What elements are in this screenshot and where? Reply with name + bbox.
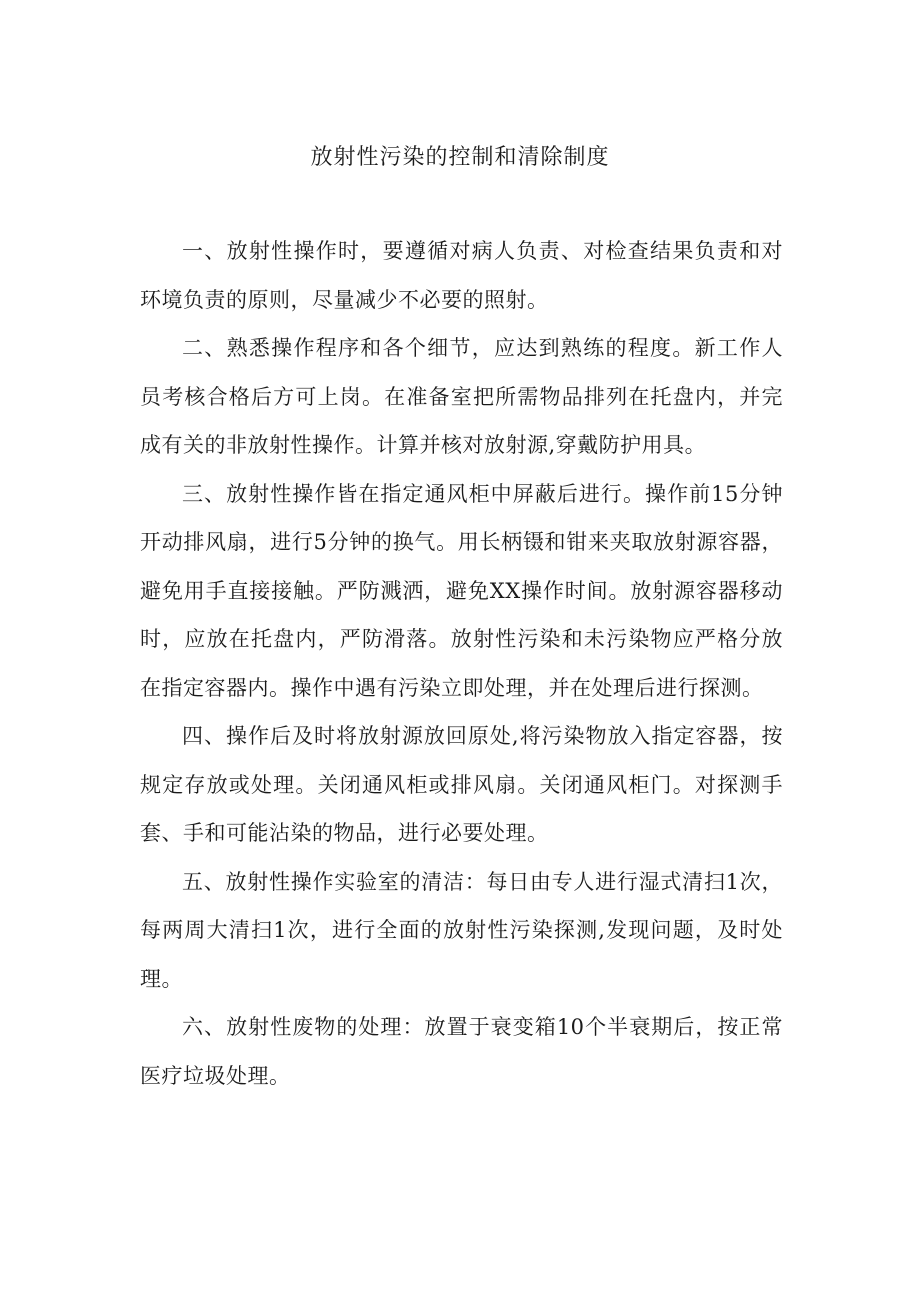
document-title: 放射性污染的控制和清除制度: [310, 145, 610, 170]
document-body: [140, 227, 783, 1100]
paragraph-5: 五、放射性操作实验室的清洁：每日由专人进行湿式清扫1次，每两周大清扫1次，进行全面的放射性污染探测,发现问题，及时处理。: [140, 869, 783, 991]
paragraph-4: 四、操作后及时将放射源放回原处,将污染物放入指定容器，按规定存放或处理。关闭通风柜或排风扇。关闭通风柜门。对探测手套、手和可能沾染的物品，进行必要处理。: [140, 724, 783, 845]
paragraph-1: 一、放射性操作时，要遵循对病人负责、对检查结果负责和对环境负责的原则，尽量减少不必要的照射。: [140, 239, 783, 312]
paragraph-2: 二、熟悉操作程序和各个细节，应达到熟练的程度。新工作人员考核合格后方可上岗。在准备室把所需物品排列在托盘内，并完成有关的非放射性操作。计算并核对放射源,穿戴防护用具。: [140, 336, 783, 457]
paragraph-3: 三、放射性操作皆在指定通风柜中屏蔽后进行。操作前15分钟开动排风扇，进行5分钟的换气。用长柄镊和钳来夹取放射源容器，避免用手直接接触。严防溅洒，避免XX操作时间。放射源容器移动时，应放在托盘内，严防滑落。放射性污染和未污染物应严格分放在指定容器内。操作中遇有污染立即处理，并在处理后进行探测。: [140, 481, 783, 700]
paragraph-6: 六、放射性废物的处理：放置于衰变箱10个半衰期后，按正常医疗垃圾处理。: [140, 1015, 783, 1088]
